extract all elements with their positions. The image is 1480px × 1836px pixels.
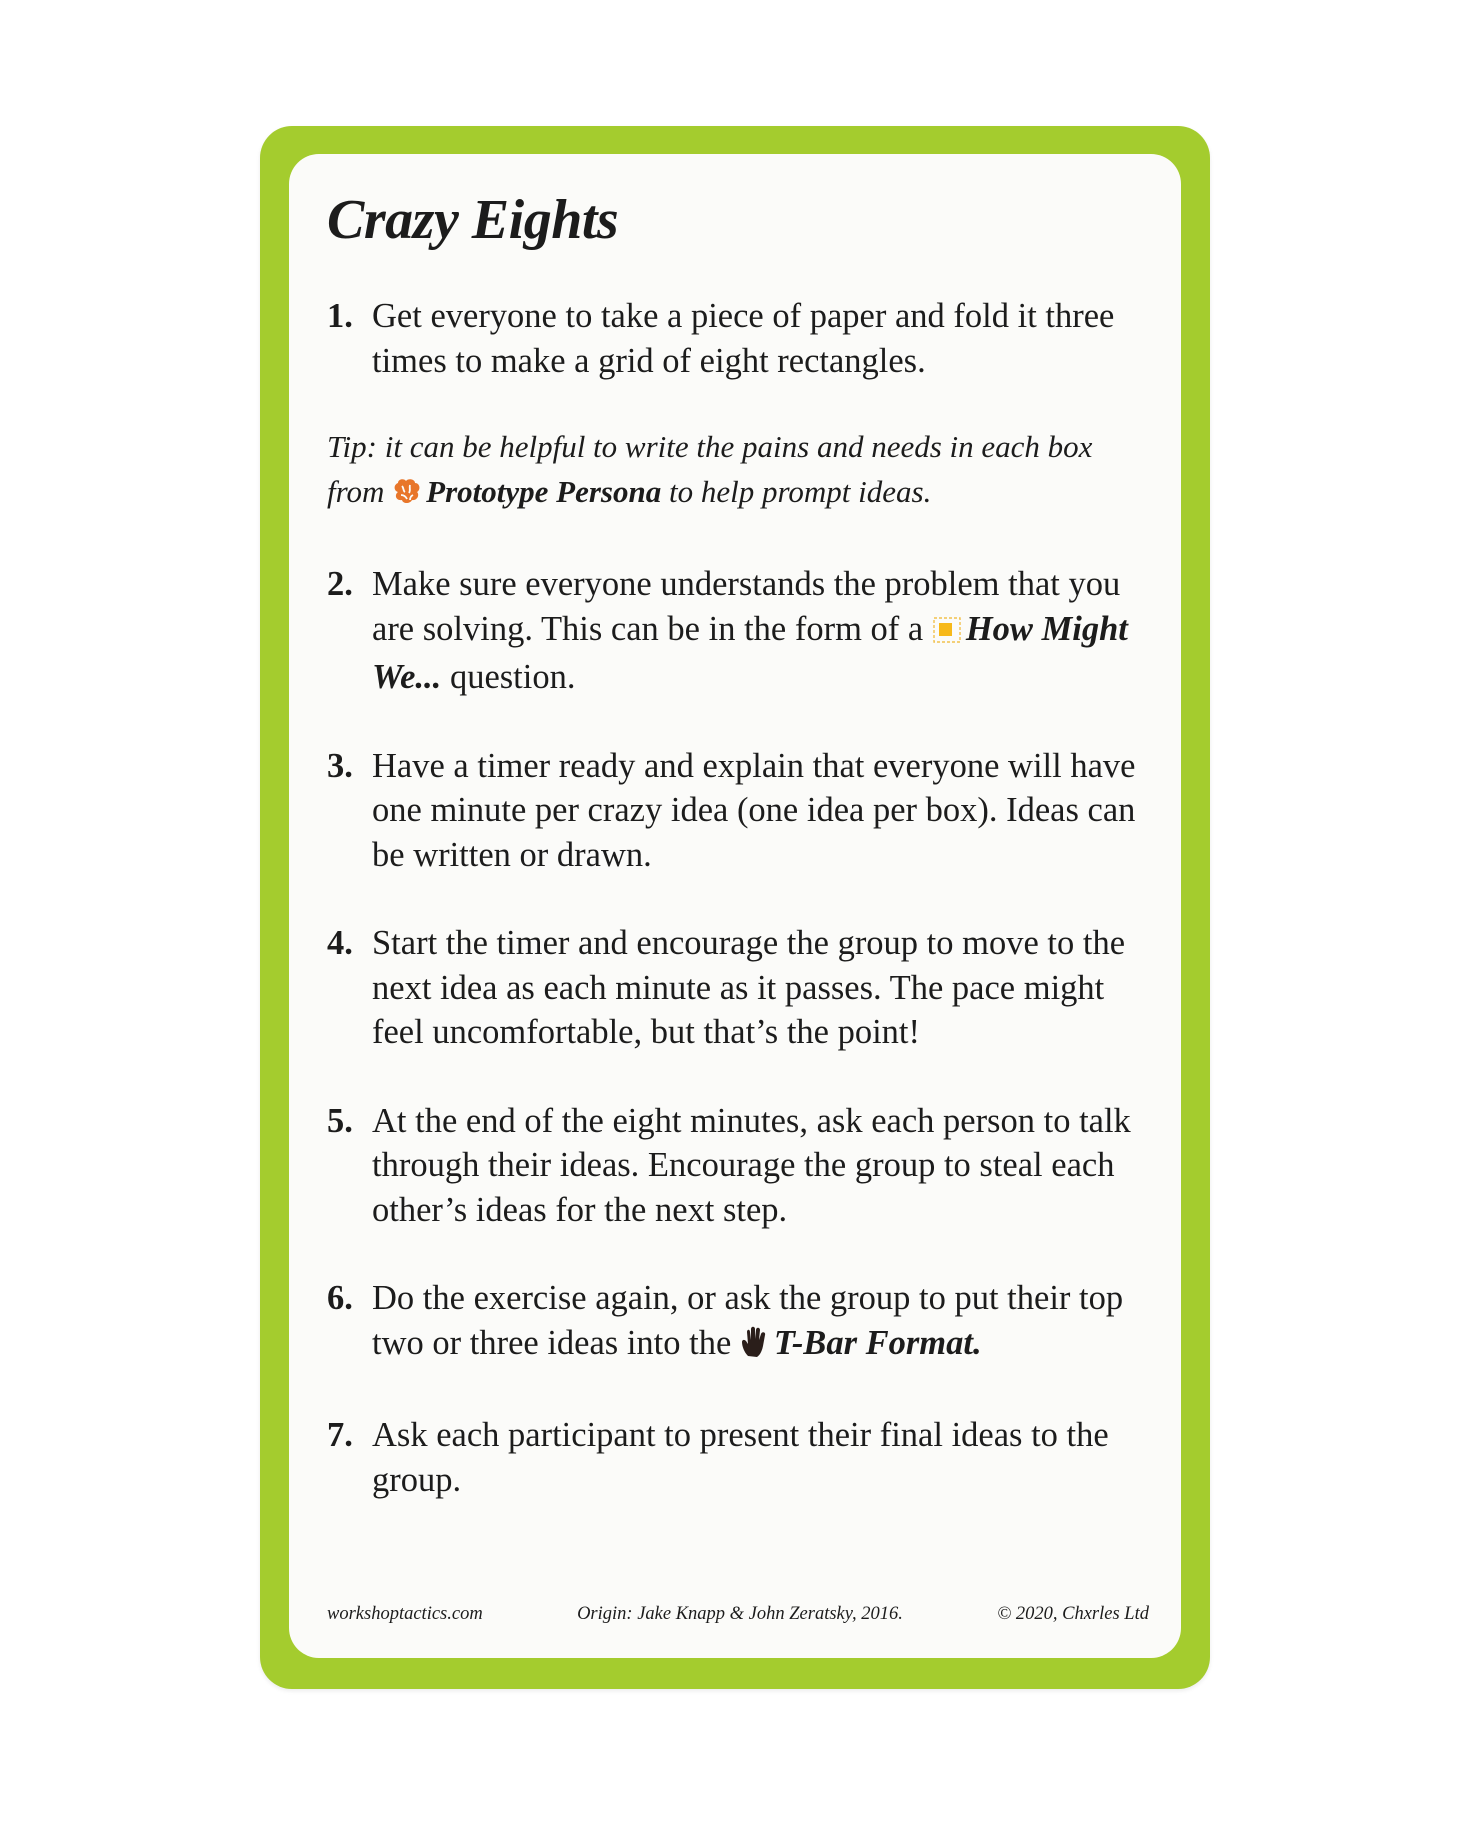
step-number: 2. (327, 565, 353, 603)
step-3 (327, 744, 1149, 878)
step-text: Ask each participant to present their final ideas to the group. (372, 1416, 1109, 1499)
hand-icon (740, 1325, 770, 1370)
step-reference: T-Bar Format. (773, 1323, 982, 1362)
step-text: Get everyone to take a piece of paper and fold it three times to make a grid of eight rectangles. (372, 297, 1115, 380)
footer-copyright: © 2020, Chxrles Ltd (997, 1604, 1149, 1624)
step-text-before: Do the exercise again, or ask the group to put their top two or three ideas into the (372, 1279, 1124, 1362)
card-face (289, 154, 1181, 1658)
step-number: 1. (327, 297, 353, 335)
tip (327, 425, 1149, 518)
step-text: Start the timer and encourage the group to move to the next idea as each minute as it passes. The pace might feel uncomfortable, but that’s the point! (372, 924, 1126, 1051)
step-6 (327, 1276, 1149, 1369)
footer-origin: Origin: Jake Knapp & John Zeratsky, 2016. (577, 1604, 903, 1624)
step-reference: How Might We... (372, 609, 1128, 696)
step-1 (327, 294, 1149, 383)
step-4 (327, 921, 1149, 1055)
step-number: 7. (327, 1416, 353, 1454)
footer-website: workshoptactics.com (327, 1604, 483, 1624)
card-body (327, 294, 1149, 1546)
step-number: 6. (327, 1279, 353, 1317)
sticky-note-icon (932, 611, 962, 656)
step-number: 3. (327, 746, 353, 785)
step-text-before: Make sure everyone understands the problem that you are solving. This can be in the form of a (372, 565, 1121, 648)
step-text-after: question. (449, 658, 576, 696)
card-footer (327, 1604, 1149, 1625)
card-title: Crazy Eights (327, 189, 619, 251)
step-text (372, 1276, 1149, 1369)
step-text: At the end of the eight minutes, ask each person to talk through their ideas. Encourage the group to steal each other’s ideas for the next step. (372, 1101, 1131, 1229)
step-number: 5. (327, 1101, 353, 1140)
step-5 (327, 1099, 1149, 1233)
method-card (260, 126, 1210, 1689)
step-2 (327, 562, 1149, 700)
step-number: 4. (327, 924, 353, 962)
tip-text-after: to help prompt ideas. (668, 473, 932, 509)
brain-icon (392, 474, 422, 519)
step-text: Have a timer ready and explain that everyone will have one minute per crazy idea (one idea per box). Ideas can be written or drawn. (372, 746, 1136, 874)
step-7 (327, 1413, 1149, 1502)
step-text (372, 562, 1149, 700)
tip-text: Tip: it can be helpful to write the pains and needs in each box from (327, 429, 1093, 509)
tip-reference: Prototype Persona (426, 473, 662, 509)
